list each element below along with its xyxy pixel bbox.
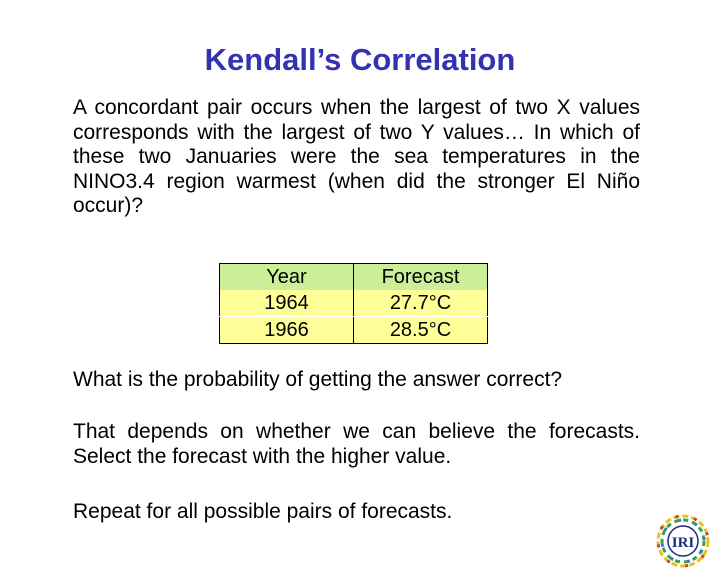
cell-forecast: 28.5°C [354,317,488,344]
logo-text: IRI [671,535,695,551]
repeat-paragraph: Repeat for all possible pairs of forecasts. [73,500,453,523]
table-row [220,290,488,317]
answer-paragraph: That depends on whether we can believe the forecasts. Select the forecast with the higher value. [73,420,640,468]
iri-logo-icon [653,511,713,571]
slide-title: Kendall’s Correlation [204,42,516,77]
header-forecast: Forecast [354,264,488,291]
question-paragraph: What is the probability of getting the answer correct? [73,368,563,391]
cell-year: 1964 [220,290,354,317]
cell-year: 1966 [220,317,354,344]
table-header-row [220,264,488,291]
forecast-table [219,263,488,344]
table-row [220,317,488,344]
header-year: Year [220,264,354,291]
cell-forecast: 27.7°C [354,290,488,317]
intro-paragraph: A concordant pair occurs when the largest of two X values corresponds with the largest of two Y values… In which of these two Januaries were the sea temperatures in the NINO3.4 region warmest (when did the stronger El Niño occur)? [73,96,640,217]
